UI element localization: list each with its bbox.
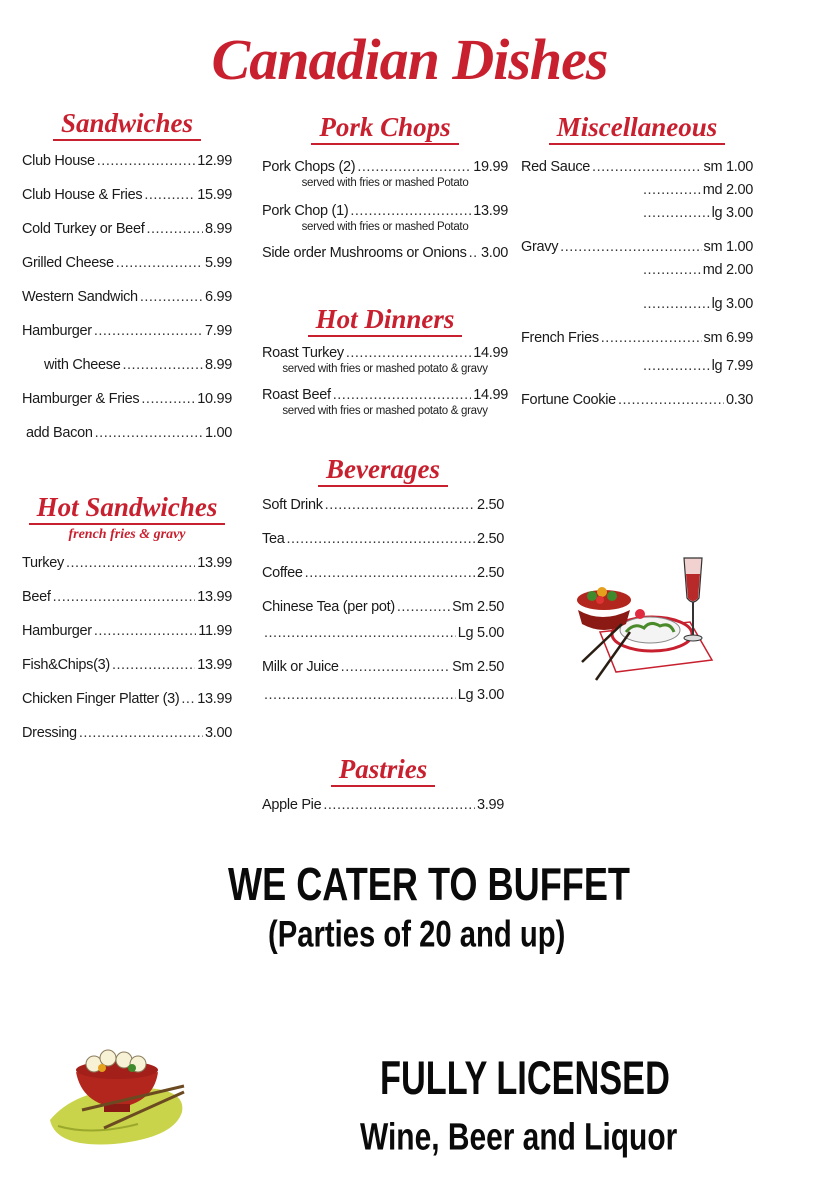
list-item: Side order Mushrooms or Onions ..... 3.00: [262, 245, 508, 261]
sandwiches-list: [22, 153, 232, 459]
miscellaneous-section: [521, 114, 753, 420]
list-item: Apple Pie ..... 3.99: [262, 797, 504, 813]
hot-dinners-heading: Hot Dinners: [308, 306, 463, 337]
item-note: served with fries or mashed Potato: [301, 177, 469, 189]
list-item: Hamburger & Fries ..... 10.99: [22, 391, 232, 425]
list-item: Chinese Tea (per pot) ..... Sm 2.50: [262, 599, 504, 625]
list-item: Red Sauce ..... sm 1.00: [521, 159, 753, 182]
list-item: Chicken Finger Platter (3) ..... 13.99: [22, 691, 232, 725]
item-note: served with fries or mashed potato & gravy: [282, 405, 488, 417]
list-item: Tea ..... 2.50: [262, 531, 504, 565]
sandwiches-section: [22, 110, 232, 459]
list-item: ..... lg 3.00: [521, 296, 753, 330]
pork-chops-heading: Pork Chops: [311, 114, 458, 145]
miscellaneous-heading: Miscellaneous: [549, 114, 726, 145]
page-title: Canadian Dishes: [211, 27, 608, 92]
list-item: ..... lg 7.99: [521, 358, 753, 392]
pork-chops-section: [262, 114, 508, 261]
list-item: Western Sandwich ..... 6.99: [22, 289, 232, 323]
hot-sandwiches-section: [22, 494, 232, 759]
buffet-subheading: (Parties of 20 and up): [268, 914, 566, 956]
list-item: Hamburger ..... 11.99: [22, 623, 232, 657]
item-note: served with fries or mashed potato & gravy: [282, 363, 488, 375]
list-item: Hamburger ..... 7.99: [22, 323, 232, 357]
list-item: Dressing ..... 3.00: [22, 725, 232, 759]
list-item: Beef ..... 13.99: [22, 589, 232, 623]
license-subheading: Wine, Beer and Liquor: [360, 1116, 678, 1159]
list-item: Gravy ..... sm 1.00: [521, 239, 753, 262]
beverages-section: [262, 456, 504, 715]
sandwiches-heading: Sandwiches: [53, 110, 201, 141]
list-item: ..... md 2.00: [521, 262, 753, 296]
list-item: add Bacon ..... 1.00: [22, 425, 232, 459]
list-item: Fish&Chips(3) ..... 13.99: [22, 657, 232, 691]
beverages-heading: Beverages: [318, 456, 448, 487]
list-item: Turkey ..... 13.99: [22, 555, 232, 589]
noodle-bowl-icon: [44, 1030, 190, 1150]
list-item: Grilled Cheese ..... 5.99: [22, 255, 232, 289]
list-item: ..... Lg 3.00: [262, 687, 504, 715]
license-heading: FULLY LICENSED: [380, 1052, 670, 1105]
list-item: Roast Turkey ..... 14.99: [262, 345, 508, 361]
list-item: Club House & Fries ..... 15.99: [22, 187, 232, 221]
list-item: Soft Drink ..... 2.50: [262, 497, 504, 531]
list-item: with Cheese ..... 8.99: [22, 357, 232, 391]
rice-bowl-dinner-icon: [570, 552, 720, 684]
pastries-heading: Pastries: [331, 756, 436, 787]
list-item: Cold Turkey or Beef ..... 8.99: [22, 221, 232, 255]
hot-sandwiches-list: [22, 555, 232, 759]
list-item: Club House ..... 12.99: [22, 153, 232, 187]
list-item: ..... Lg 5.00: [262, 625, 504, 659]
hot-dinners-section: [262, 306, 508, 417]
hot-sandwiches-heading: Hot Sandwiches: [29, 494, 226, 525]
list-item: Milk or Juice ..... Sm 2.50: [262, 659, 504, 687]
list-item: ..... lg 3.00: [521, 205, 753, 239]
buffet-heading: WE CATER TO BUFFET: [228, 858, 630, 910]
list-item: Pork Chop (1) ..... 13.99: [262, 203, 508, 219]
list-item: ..... md 2.00: [521, 182, 753, 205]
hot-sandwiches-subheading: french fries & gravy: [68, 527, 186, 542]
list-item: Fortune Cookie ..... 0.30: [521, 392, 753, 420]
list-item: Pork Chops (2) ..... 19.99: [262, 159, 508, 175]
item-note: served with fries or mashed Potato: [301, 221, 469, 233]
list-item: Roast Beef ..... 14.99: [262, 387, 508, 403]
list-item: French Fries ..... sm 6.99: [521, 330, 753, 358]
list-item: Coffee ..... 2.50: [262, 565, 504, 599]
pastries-section: [262, 756, 504, 813]
